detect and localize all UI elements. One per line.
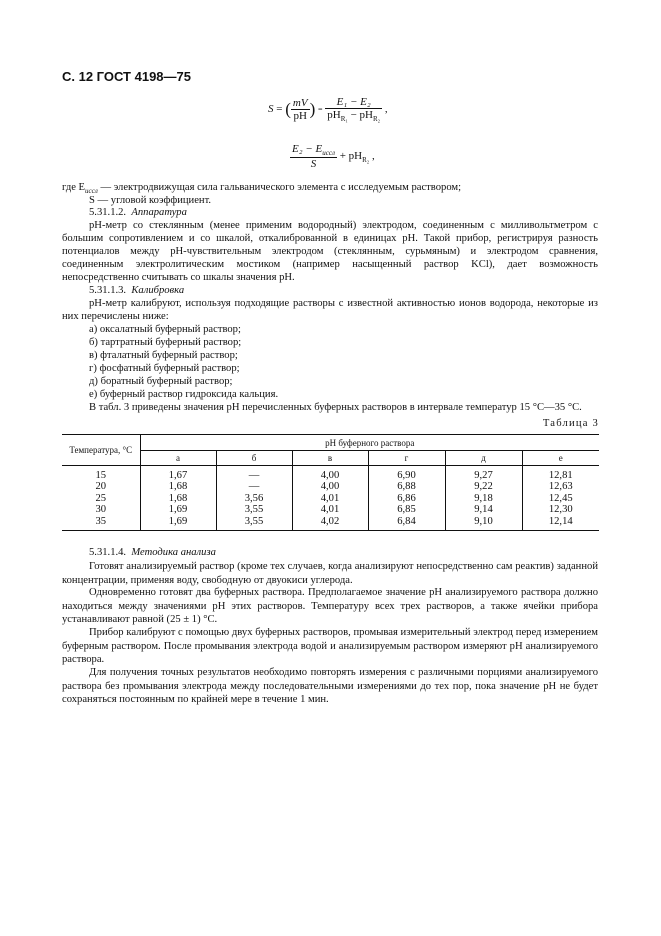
cell-value: 3,56 (216, 493, 292, 504)
table-reference: В табл. 3 приведены значения рН перечисленных буферных растворов в интервале температур 15 °С—35 °С. (89, 402, 582, 413)
where-line-1: где $E_{иссл}$ — электродвижущая сила гальванического элемента с исследуемым раствором; (62, 182, 462, 196)
column-header-a: а (140, 451, 216, 466)
cell-value: 12,63 (522, 481, 599, 492)
section-5-31-1-4-heading: 5.31.1.4. Методика анализа (89, 547, 216, 558)
cell-value: 1,69 (140, 504, 216, 515)
section-5-31-1-3-heading: 5.31.1.3. Калибровка (89, 285, 185, 296)
formula-ph (290, 143, 375, 170)
formula-comma: , (384, 103, 388, 116)
method-paragraph-3: Прибор калибруют с помощью двух буферных растворов, промывая измерительный электрод перед измерением буферным раствором. После промывания электрода водой и анализируемым раствором измеряют рН анализируемого раствора. (62, 627, 598, 666)
cell-value: 6,86 (368, 493, 445, 504)
formula-lparen: ( (285, 99, 291, 119)
buffer-list (89, 324, 278, 401)
formula2-numerator: $E_2 - E_{иссл}$ (292, 143, 335, 158)
cell-value: 1,68 (140, 481, 216, 492)
cell-value: 4,00 (292, 481, 368, 492)
cell-value: 3,55 (216, 504, 292, 515)
formula2-plus: + $pH_{R_2}$ (339, 150, 370, 165)
cell-temp: 15 (95, 470, 107, 481)
cell-value: 4,00 (292, 466, 368, 482)
section-5-31-1-3-para: рН-метр калибруют, используя подходящие растворы с известной активностью ионов водорода, некоторые из них перечислены ниже: (62, 298, 598, 322)
list-item: д) боратный буферный раствор; (89, 375, 233, 387)
cell-value: 4,02 (292, 516, 368, 531)
column-header-d: д (445, 451, 522, 466)
cell-value: 9,22 (445, 481, 522, 492)
table-row (62, 504, 599, 515)
method-paragraph-4: Для получения точных результатов необходимо повторять измерения с различными порциями анализируемого раствора без промывания электрода между последовательными измерениями до тех пор, пока значение рН не будет сохраняться постоянным по крайней мере в течение 1 мин. (62, 667, 598, 706)
table-caption: Таблица 3 (542, 418, 599, 429)
formula-eq2: = (317, 105, 323, 115)
method-paragraph-1: Готовят анализируемый раствор (кроме тех случаев, когда анализируют непосредственно сам реактив) заданной концентрации, применяя воду, свободную от двуокиси углерода. (62, 561, 598, 586)
cell-value: 6,88 (368, 481, 445, 492)
cell-value: — (216, 481, 292, 492)
formula-mv: mV (292, 97, 308, 110)
cell-value: 1,69 (140, 516, 216, 531)
list-item: а) оксалатный буферный раствор; (89, 324, 241, 335)
formula-ph-unit: pH (293, 110, 307, 123)
table-row (62, 466, 599, 482)
cell-value: 9,27 (445, 466, 522, 482)
formula2-comma: , (371, 150, 375, 163)
cell-value: 9,14 (445, 504, 522, 515)
cell-value: 6,84 (368, 516, 445, 531)
list-item: б) тартратный буферный раствор; (89, 336, 242, 348)
column-header-temperature: Температура, °С (62, 435, 140, 466)
cell-value: 4,01 (292, 493, 368, 504)
cell-value: 3,55 (216, 516, 292, 531)
section-5-31-1-2-heading: 5.31.1.2. Аппаратура (89, 207, 187, 218)
cell-temp: 35 (62, 516, 140, 531)
column-header-e: е (522, 451, 599, 466)
column-header-v: в (292, 451, 368, 466)
buffer-ph-table (62, 434, 599, 531)
cell-temp: 20 (95, 481, 107, 493)
table-row (62, 481, 599, 492)
cell-value: — (216, 466, 292, 482)
cell-value: 12,81 (522, 466, 599, 482)
cell-value: 1,67 (140, 466, 216, 482)
cell-value: 9,18 (445, 493, 522, 504)
formula-denominator: $pH_{R_1} - pH_{R_2}$ (327, 109, 381, 124)
table-row (62, 516, 599, 531)
formula-slope (268, 96, 388, 123)
formula-eq: = (276, 103, 283, 116)
column-header-ph-group: рН буферного раствора (140, 435, 599, 451)
formula-rparen: ) (309, 99, 316, 119)
list-item: в) фталатный буферный раствор; (89, 349, 238, 361)
cell-value: 4,01 (292, 504, 368, 515)
list-item: е) буферный раствор гидроксида кальция. (89, 388, 279, 400)
list-item: г) фосфатный буферный раствор; (89, 362, 240, 374)
cell-value: 9,10 (445, 516, 522, 531)
cell-value: 12,45 (522, 493, 599, 504)
formula-s: S (268, 103, 274, 116)
cell-value: 1,68 (140, 493, 216, 504)
column-header-b: б (216, 451, 292, 466)
cell-value: 6,90 (368, 466, 445, 482)
cell-value: 12,14 (522, 516, 599, 531)
page-header: С. 12 ГОСТ 4198—75 (62, 69, 191, 84)
formula2-denominator: S (310, 158, 317, 171)
table-row (62, 493, 599, 504)
cell-temp: 25 (95, 492, 107, 504)
cell-value: 6,85 (368, 504, 445, 515)
column-header-g: г (368, 451, 445, 466)
cell-value: 12,30 (522, 504, 599, 515)
section-5-31-1-2-para: рН-метр со стеклянным (менее применим водородный) электродом, соединенным с милливольтметром с большим сопротивлением и со шкалой, откалиброванной в единицах рН. Такой прибор, регистрируя разность потенциалов между рН-чувствительным электродом (стеклянным, сурьмяным) и электродом сравнения, соединенным электролитическим мостиком (например насыщенный раствор KCl), дает возможность непосредственно считывать со шкалы значения рН. (62, 220, 598, 283)
where-line-2: S — угловой коэффициент. (89, 195, 212, 206)
method-paragraph-2: Одновременно готовят два буферных раствора. Предполагаемое значение рН анализируемого раствора должно находиться между значениями рН этих растворов. Температуру всех трех растворов, а также ячейки прибора устанавливают равной (25 ± 1) °С. (62, 587, 598, 626)
cell-temp: 30 (95, 504, 107, 516)
formula-numerator: E₁ − E₂ (325, 96, 382, 109)
